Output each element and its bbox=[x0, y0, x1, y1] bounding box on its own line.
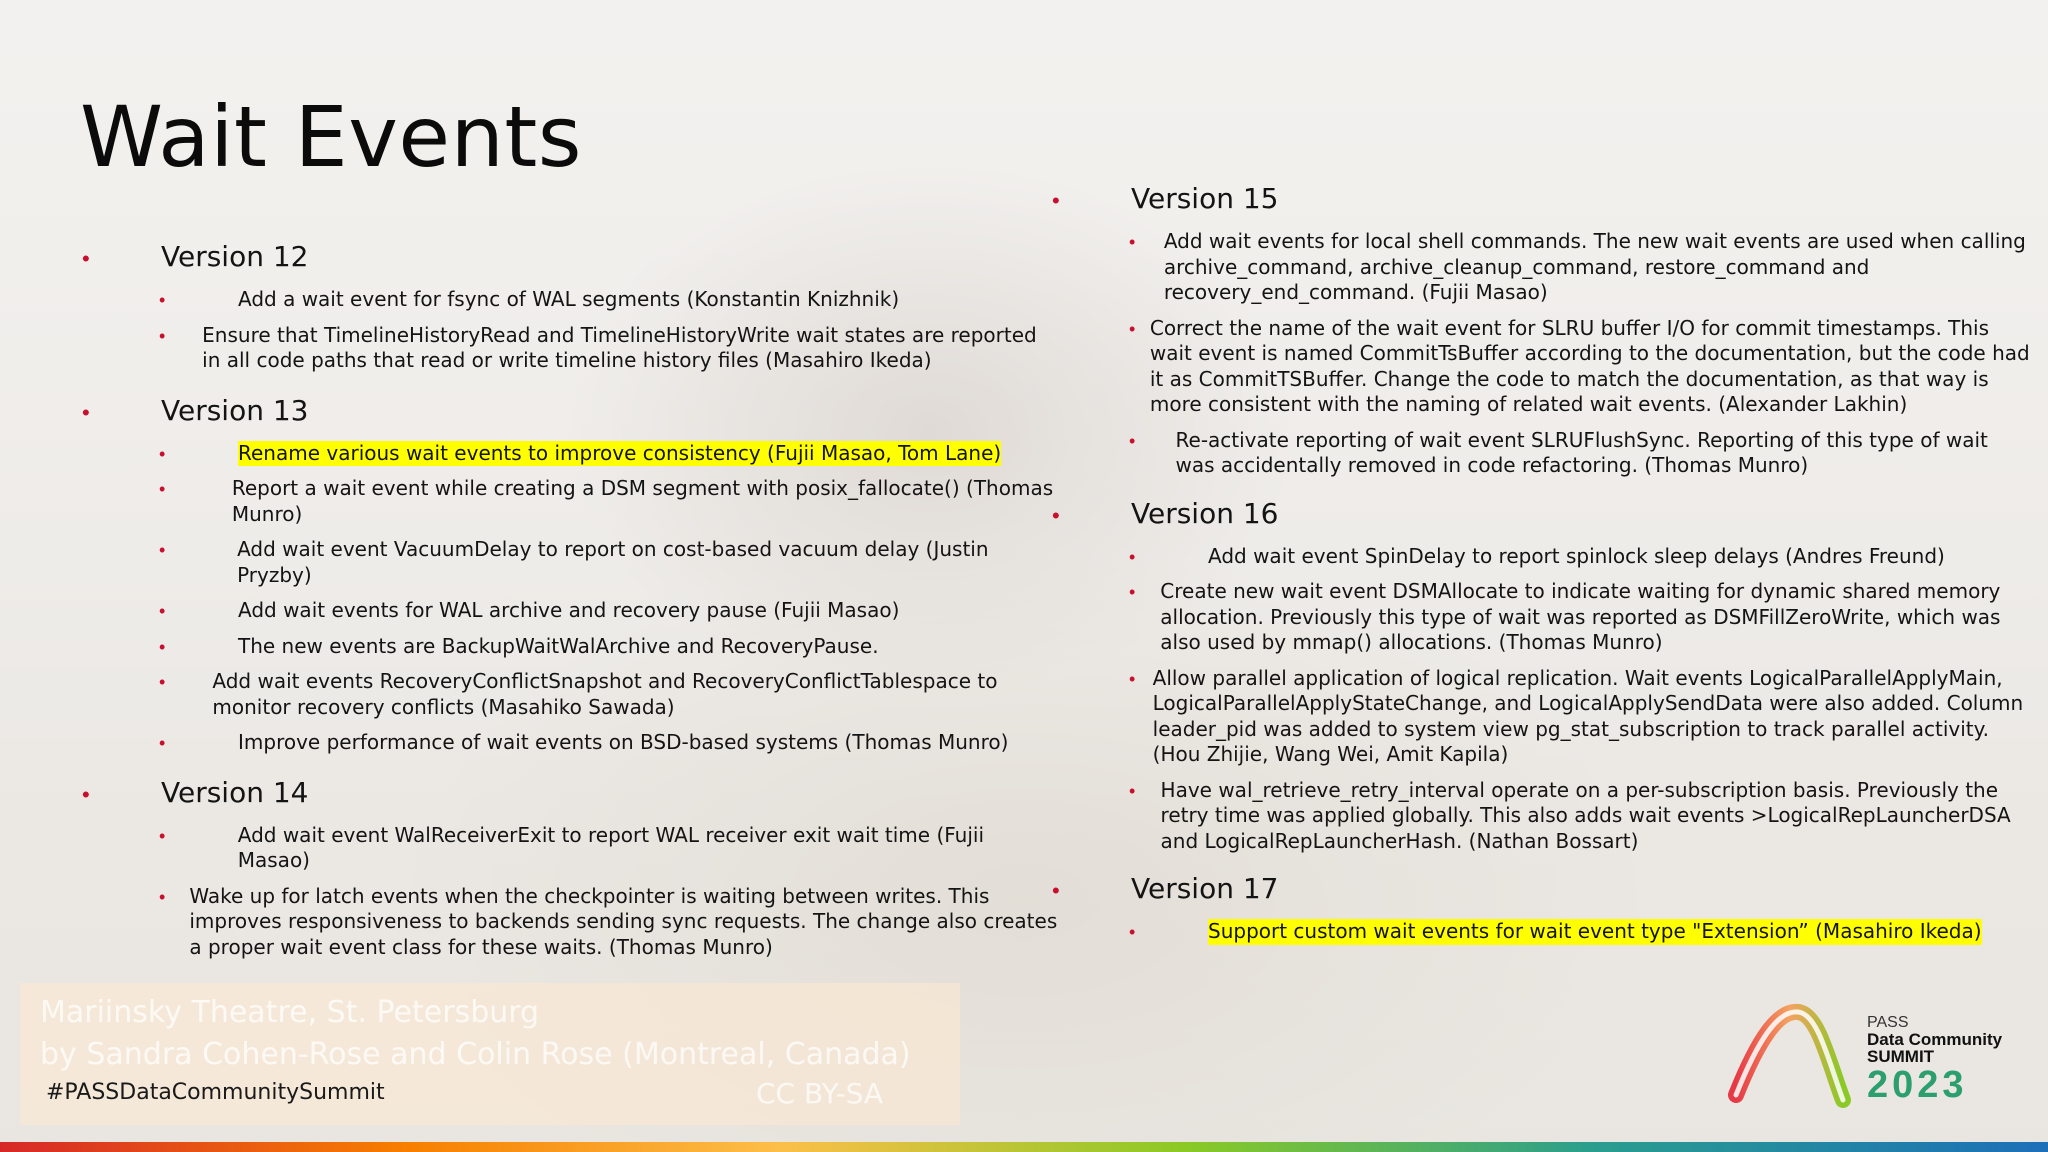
bullet-icon: • bbox=[159, 672, 166, 692]
bullet-icon: • bbox=[159, 479, 166, 499]
change-list bbox=[80, 441, 1060, 756]
list-item bbox=[80, 669, 1060, 720]
version-section bbox=[80, 776, 1060, 961]
list-item bbox=[80, 598, 1060, 624]
bullet-icon: • bbox=[82, 781, 90, 807]
logo-year: 2023 bbox=[1867, 1064, 1968, 1106]
logo-pass: PASS bbox=[1867, 1014, 1909, 1031]
bullet-icon: • bbox=[82, 399, 90, 425]
bullet-icon: • bbox=[159, 290, 166, 310]
change-text: Improve performance of wait events on BSD-based systems (Thomas Munro) bbox=[238, 730, 1009, 754]
bullet-icon: • bbox=[159, 540, 166, 560]
version-heading bbox=[1050, 497, 2030, 530]
list-item bbox=[1050, 778, 2030, 855]
change-text: Ensure that TimelineHistoryRead and TimelineHistoryWrite wait states are reported in all code paths that read or write timeline history files (Masahiro Ikeda) bbox=[202, 322, 1037, 372]
list-item bbox=[80, 730, 1060, 756]
version-title: Version 17 bbox=[1131, 872, 1279, 905]
summit-logo-text bbox=[1867, 1014, 2002, 1105]
bullet-icon: • bbox=[1129, 922, 1136, 942]
bullet-icon: • bbox=[159, 636, 166, 657]
slide-title: Wait Events bbox=[80, 88, 583, 186]
change-text: Rename various wait events to improve consistency (Fujii Masao, Tom Lane) bbox=[238, 440, 1002, 465]
bullet-icon: • bbox=[1129, 232, 1136, 252]
list-item bbox=[1050, 666, 2030, 768]
list-item bbox=[1050, 544, 2030, 570]
version-title: Version 15 bbox=[1131, 182, 1279, 215]
list-item bbox=[1050, 579, 2030, 656]
list-item bbox=[1050, 229, 2030, 306]
list-item bbox=[1050, 316, 2030, 418]
rainbow-bar bbox=[0, 1142, 2048, 1152]
change-text: Allow parallel application of logical replication. Wait events LogicalParallelApplyMain, LogicalParallelApplyStateChange, and LogicalApplySendData were also added. Column leader_pid was added to system view pg_stat_subscription to track parallel activity. (Hou Zhijie, Wang Wei, Amit Kapila) bbox=[1152, 665, 2024, 766]
version-heading bbox=[80, 394, 1060, 427]
list-item bbox=[1050, 428, 2030, 479]
photo-credit-title: Mariinsky Theatre, St. Petersburg bbox=[40, 995, 540, 1030]
bullet-icon: • bbox=[159, 443, 166, 464]
bullet-icon: • bbox=[159, 733, 166, 753]
version-title: Version 16 bbox=[1131, 496, 1279, 530]
list-item bbox=[1050, 919, 2030, 945]
list-item bbox=[80, 823, 1060, 874]
change-text: Add wait events for WAL archive and recovery pause (Fujii Masao) bbox=[238, 598, 900, 622]
bullet-icon: • bbox=[1129, 546, 1136, 567]
change-text: Report a wait event while creating a DSM segment with posix_fallocate() (Thomas Munro) bbox=[231, 476, 1054, 526]
version-section bbox=[1050, 872, 2030, 945]
list-item bbox=[80, 323, 1060, 374]
change-list bbox=[1050, 919, 2030, 945]
list-item bbox=[80, 884, 1060, 961]
version-section bbox=[80, 240, 1060, 374]
version-section bbox=[1050, 497, 2030, 855]
hashtag: #PASSDataCommunitySummit bbox=[46, 1080, 385, 1105]
left-column bbox=[80, 240, 1060, 960]
list-item bbox=[80, 537, 1060, 588]
change-text: Add a wait event for fsync of WAL segments (Konstantin Knizhnik) bbox=[238, 287, 900, 311]
bullet-icon: • bbox=[1129, 582, 1136, 602]
change-list bbox=[1050, 229, 2030, 479]
bullet-icon: • bbox=[1129, 668, 1136, 689]
bullet-icon: • bbox=[1052, 188, 1060, 213]
version-title: Version 12 bbox=[161, 240, 309, 273]
bullet-icon: • bbox=[159, 325, 166, 346]
list-item bbox=[80, 634, 1060, 660]
version-heading bbox=[80, 240, 1060, 273]
version-title: Version 13 bbox=[161, 393, 309, 427]
change-list bbox=[80, 287, 1060, 374]
photo-credit-author: by Sandra Cohen-Rose and Colin Rose (Montreal, Canada) bbox=[40, 1037, 911, 1072]
bullet-icon: • bbox=[1129, 430, 1136, 451]
bullet-icon: • bbox=[159, 886, 166, 907]
list-item bbox=[80, 287, 1060, 313]
change-text: Add wait event VacuumDelay to report on cost-based vacuum delay (Justin Pryzby) bbox=[237, 537, 989, 587]
list-item bbox=[80, 441, 1060, 467]
version-title: Version 14 bbox=[161, 775, 309, 809]
change-text: Create new wait event DSMAllocate to indicate waiting for dynamic shared memory allocation. Previously this type of wait was reported as DSMFillZeroWrite, which was also used by mmap() allocations. (Thomas Munro) bbox=[1160, 579, 2001, 654]
change-text: Have wal_retrieve_retry_interval operate on a per-subscription basis. Previously the retry time was applied globally. This also adds wait events >LogicalRepLauncherDSA and LogicalRepLauncherHash. (Nathan Bossart) bbox=[1160, 777, 2011, 853]
change-text: Correct the name of the wait event for SLRU buffer I/O for commit timestamps. This wait event is named CommitTsBuffer according to the documentation, but the code had it as CommitTSBuffer. Change the code to match the documentation, as that way is more consistent with the naming of related wait events. (Alexander Lakhin) bbox=[1149, 315, 2030, 416]
bullet-icon: • bbox=[1052, 502, 1060, 528]
change-text: Add wait event SpinDelay to report spinlock sleep delays (Andres Freund) bbox=[1208, 543, 1945, 568]
bullet-icon: • bbox=[159, 601, 166, 621]
version-section bbox=[80, 394, 1060, 756]
change-text: Add wait events RecoveryConflictSnapshot and RecoveryConflictTablespace to monitor recovery conflicts (Masahiko Sawada) bbox=[212, 669, 998, 719]
change-text: Re-activate reporting of wait event SLRUFlushSync. Reporting of this type of wait was accidentally removed in code refactoring. (Thomas Munro) bbox=[1175, 427, 1988, 477]
change-text: The new events are BackupWaitWalArchive and RecoveryPause. bbox=[238, 633, 879, 658]
change-text: Add wait events for local shell commands. The new wait events are used when calling archive_command, archive_cleanup_command, restore_command and recovery_end_command. (Fujii Masao) bbox=[1163, 229, 2026, 304]
change-text: Wake up for latch events when the checkpointer is waiting between writes. This improves responsiveness to backends sending sync requests. The change also creates a proper wait event class for these waits. (Thomas Munro) bbox=[189, 883, 1058, 959]
license: CC BY-SA bbox=[756, 1077, 884, 1110]
bullet-icon: • bbox=[159, 825, 166, 846]
right-column bbox=[1050, 182, 2030, 945]
change-list bbox=[1050, 544, 2030, 855]
bullet-icon: • bbox=[1129, 318, 1136, 339]
bullet-icon: • bbox=[82, 246, 90, 271]
version-heading bbox=[1050, 182, 2030, 215]
version-section bbox=[1050, 182, 2030, 479]
change-list bbox=[80, 823, 1060, 961]
change-text: Add wait event WalReceiverExit to report WAL receiver exit wait time (Fujii Masao) bbox=[237, 822, 984, 872]
bullet-icon: • bbox=[1052, 878, 1060, 903]
version-heading bbox=[1050, 872, 2030, 905]
change-text: Support custom wait events for wait event type "Extension” (Masahiro Ikeda) bbox=[1208, 919, 1982, 943]
logo-summit: SUMMIT bbox=[1867, 1047, 1935, 1066]
version-heading bbox=[80, 776, 1060, 809]
list-item bbox=[80, 476, 1060, 527]
logo-data-community: Data Community bbox=[1867, 1030, 2003, 1049]
bullet-icon: • bbox=[1129, 780, 1136, 801]
